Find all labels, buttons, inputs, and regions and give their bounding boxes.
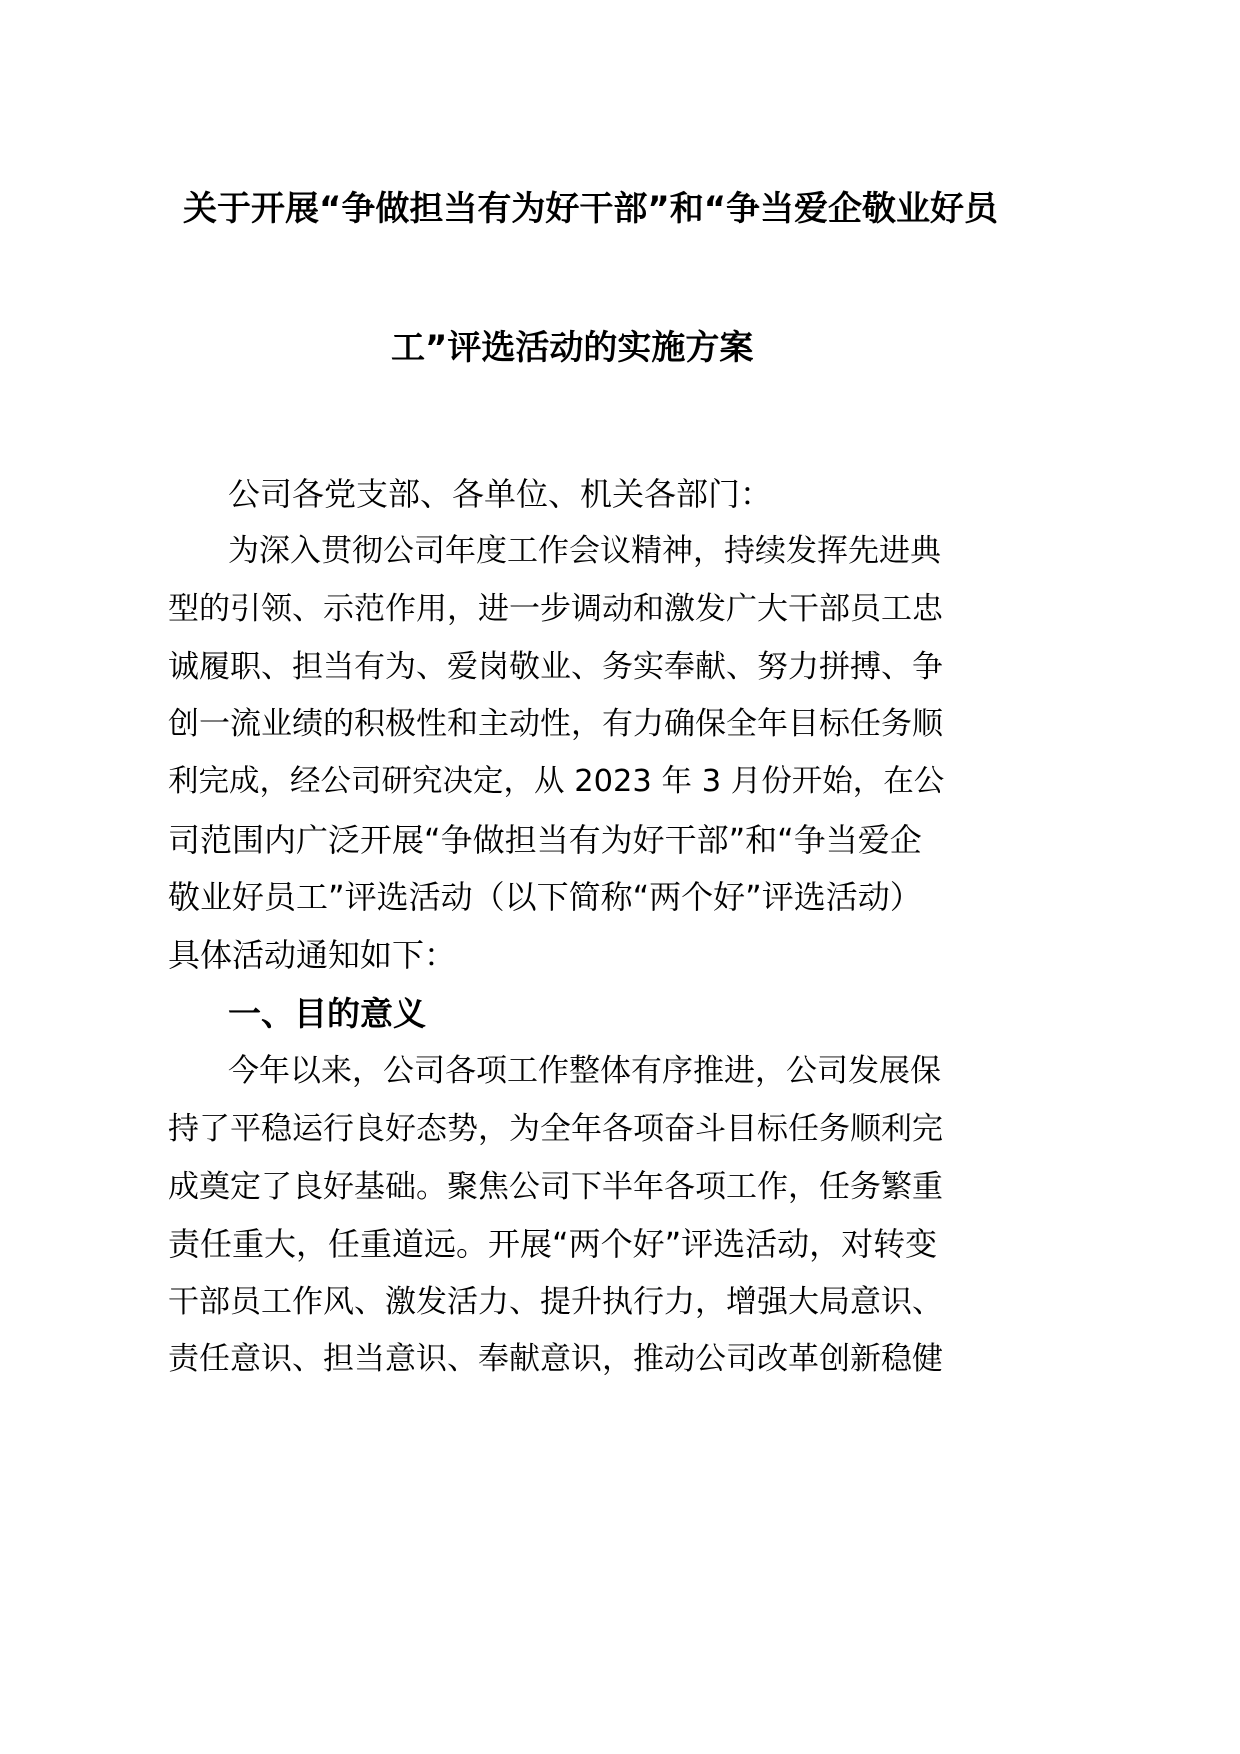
paragraph-2-line-5: 干部员工作风、激发活力、提升执行力，增强大局意识、 — [168, 1284, 943, 1320]
paragraph-1-line-8: 具体活动通知如下： — [168, 936, 457, 974]
paragraph-1-line-6: 司范围内广泛开展“争做担当有为好干部”和“争当爱企 — [168, 821, 922, 859]
paragraph-1-line-3: 诚履职、担当有为、爱岗敬业、务实奉献、努力拼搏、争 — [168, 649, 943, 685]
paragraph-1-line-2: 型的引领、示范作用，进一步调动和激发广大干部员工忠 — [168, 591, 943, 627]
paragraph-1-line-4: 创一流业绩的积极性和主动性，有力确保全年目标任务顺 — [168, 706, 943, 742]
salutation: 公司各党支部、各单位、机关各部门： — [228, 475, 773, 513]
paragraph-2-line-6: 责任意识、担当意识、奉献意识，推动公司改革创新稳健 — [168, 1341, 943, 1377]
document-title-line-2: 工”评选活动的实施方案 — [391, 328, 754, 368]
paragraph-1-line-5: 利完成，经公司研究决定，从 2023 年 3 月份开始，在公 — [168, 764, 945, 799]
section-1-heading: 一、目的意义 — [228, 994, 426, 1033]
paragraph-1-line-1: 为深入贯彻公司年度工作会议精神，持续发挥先进典 — [228, 533, 941, 569]
paragraph-2-line-3: 成奠定了良好基础。聚焦公司下半年各项工作，任务繁重 — [168, 1169, 943, 1205]
paragraph-2-line-4: 责任重大，任重道远。开展“两个好”评选活动，对转变 — [168, 1225, 938, 1263]
paragraph-2-line-1: 今年以来，公司各项工作整体有序推进，公司发展保 — [228, 1053, 941, 1089]
document-title-line-1: 关于开展“争做担当有为好干部”和“争当爱企敬业好员 — [183, 189, 999, 229]
paragraph-2-line-2: 持了平稳运行良好态势，为全年各项奋斗目标任务顺利完 — [168, 1111, 943, 1147]
paragraph-1-line-7: 敬业好员工”评选活动（以下简称“两个好”评选活动） — [168, 878, 922, 916]
